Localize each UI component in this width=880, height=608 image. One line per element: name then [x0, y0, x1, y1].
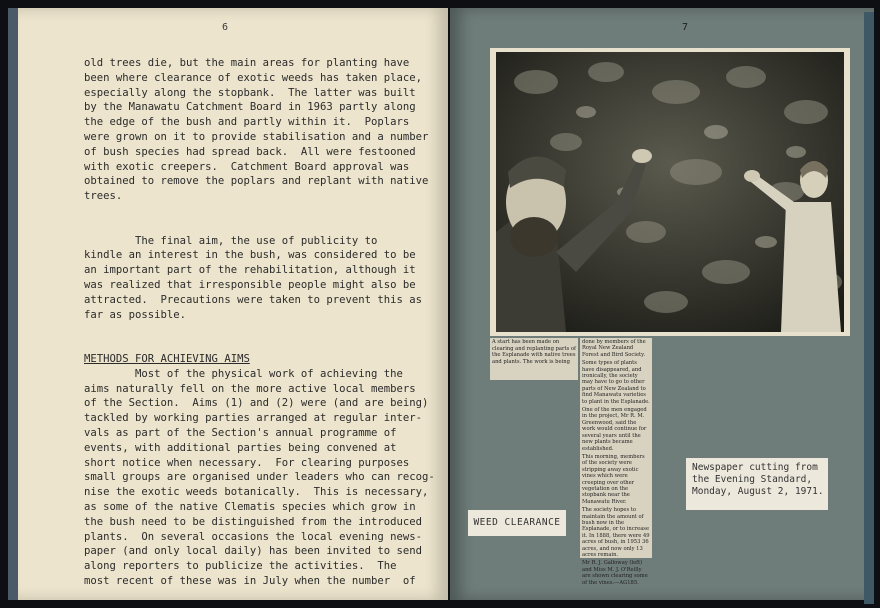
caption-right-column: [580, 338, 652, 586]
right-cover-edge: [864, 12, 874, 604]
paragraph-publicity: The final aim, the use of publicity to kindle an interest in the bush, was considered to be an important part of the rehabilitation, although it was realized that irresponsible people might also be attracted. Precautions were taken to prevent this as far as possible.: [84, 234, 423, 321]
caption-left-column: [490, 338, 578, 380]
source-label: Newspaper cutting from the Evening Standard, Monday, August 2, 1971.: [686, 458, 828, 510]
typed-text-block: [84, 56, 435, 589]
book-spread: [8, 4, 874, 602]
caption-paragraph: One of the men engaged in the project, Mr R. M. Greenwood, said the work would continue for several years until the new plants became established.: [582, 407, 647, 452]
paragraph-methods: Most of the physical work of achieving the aims naturally fell on the more active local members of the Section. Aims (1) and (2) were (and are being) tackled by working parties arranged at regular inter- vals as part of the Section's annual programme of events, with additional parties being convened at short notice when necessary. For clearing purposes small groups are organised under leaders who can recog- nise the exotic weeds botanically. This is necessary, as some of the native Clematis species which grow in the bush need to be distinguished from the introduced plants. On several occasions the local evening news- paper (and only local daily) has been invited to send along reporters to publicize the activities. The most recent of these was in July when the number of: [84, 367, 435, 587]
paragraph-stopbank: old trees die, but the main areas for planting have been where clearance of exotic weeds has taken place, especially along the stopbank. The latter was built by the Manawatu Catchment Board in 1963 partly along the edge of the bush and partly within it. Poplars were grown on it to provide stabilisation and a number of bush species had spread back. All were festooned with exotic creepers. Catchment Board approval was obtained to remove the poplars and replant with native trees.: [84, 57, 429, 203]
left-page: [18, 8, 448, 600]
caption-paragraph: done by members of the Royal New Zealand Forest and Bird Society.: [582, 339, 646, 358]
caption-paragraph: Some types of plants have disappeared, and ironically, the society may have to go to other parts of New Zealand to find Manawatu varieties to plant in the Esplanade.: [582, 360, 650, 405]
caption-paragraph: Mr R. J. Galloway (left) and Miss M. J. O'Reilly are shown clearing some of the vines.—AG185.: [582, 560, 648, 586]
caption-text: A start has been made on clearing and replanting parts of the Esplanade with native trees and plants. The work is being: [492, 339, 576, 365]
caption-paragraph: This morning, members of the society were stripping away exotic vines which were creeping over other vegetation on the stopbank near the Manawatu River.: [582, 453, 645, 505]
page-number: 7: [682, 22, 689, 33]
section-heading: METHODS FOR ACHIEVING AIMS: [84, 352, 250, 365]
caption-paragraph: The society hopes to maintain the amount of bush now in the Esplanade, or to increase it. In 1888, there were 49 acres of bush, in 1953 36 acres, and now only 13 acres remain.: [582, 507, 650, 558]
newspaper-photo: [490, 48, 850, 336]
photo-image: [496, 52, 844, 332]
weed-clearance-label: WEED CLEARANCE: [468, 510, 566, 536]
right-page: [450, 8, 874, 600]
page-number: 6: [222, 22, 229, 33]
